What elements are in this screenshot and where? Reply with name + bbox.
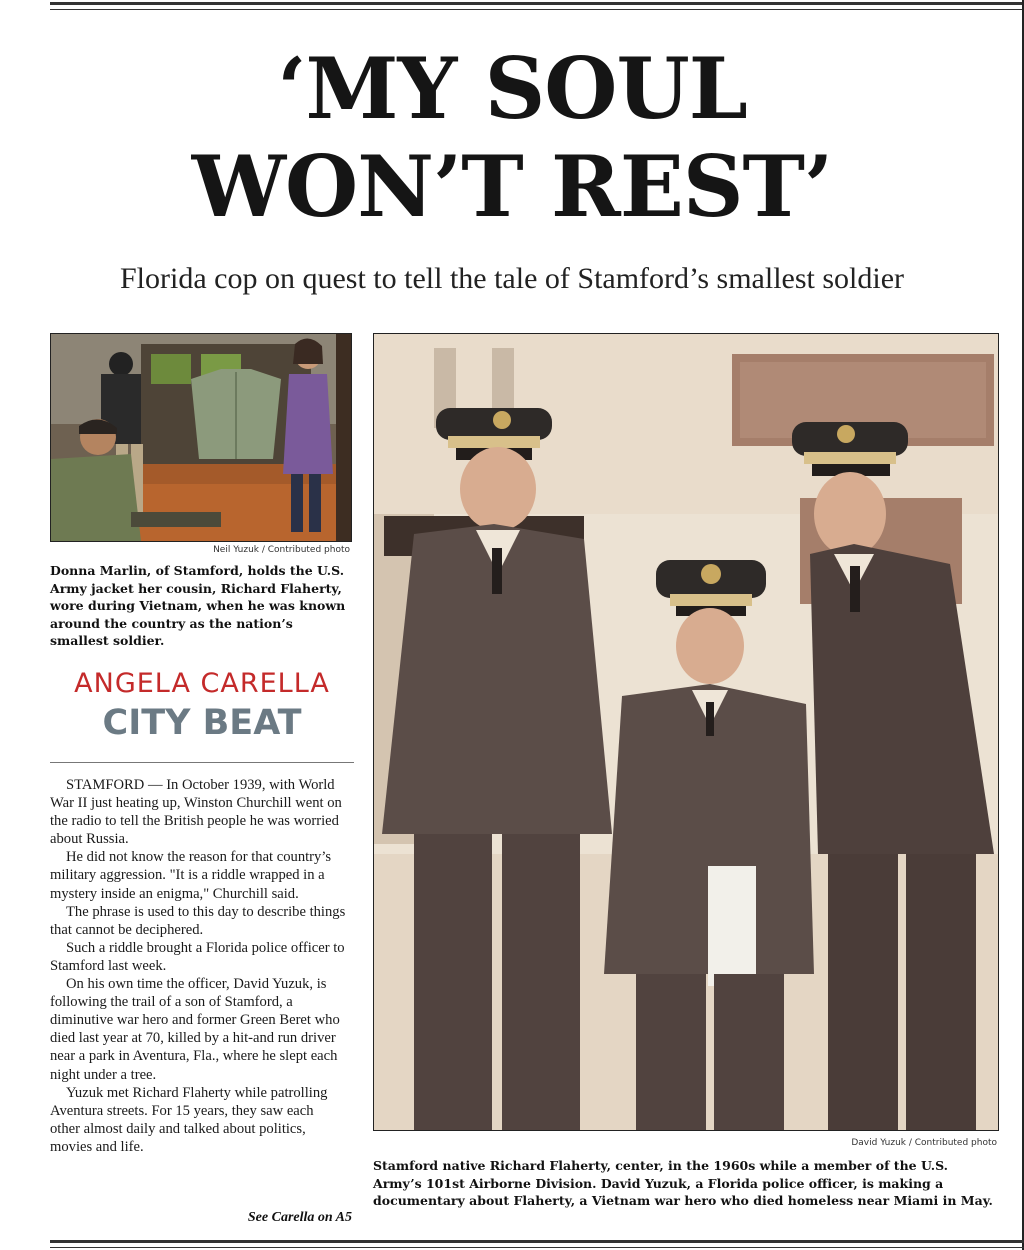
- jump-line: See Carella on A5: [247, 1210, 352, 1225]
- photo-three-soldiers: [373, 333, 999, 1131]
- headline: [50, 40, 974, 236]
- headline-line-2: WON’T REST’: [191, 137, 833, 236]
- body-paragraph: Such a riddle brought a Florida police officer to Stamford last week.: [50, 939, 345, 974]
- bottom-rule: [50, 1240, 1024, 1248]
- photo-caption-large: Stamford native Richard Flaherty, center, in the 1960s while a member of the U.S. Army’s 101st Airborne Division. David Yuzuk, a Florida police officer, is making a documentary about Flaherty, a Vietnam war hero who died homeless near Miami in May.: [373, 1158, 993, 1208]
- photo-credit-small: Neil Yuzuk / Contributed photo: [213, 545, 350, 555]
- body-paragraph: He did not know the reason for that country’s military aggression. "It is a riddle wrapped in a mystery inside an enigma," Churchill said.: [50, 849, 332, 902]
- column-title: CITY BEAT: [102, 703, 302, 743]
- article-body: [50, 776, 346, 1156]
- headline-line-1: ‘MY SOUL: [277, 39, 747, 138]
- photo-caption-small: Donna Marlin, of Stamford, holds the U.S. Army jacket her cousin, Richard Flaherty, wore during Vietnam, when he was known around the country as the nation’s smallest soldier.: [50, 563, 346, 648]
- body-paragraph: Yuzuk met Richard Flaherty while patrolling Aventura streets. For 15 years, they saw each other almost daily and talked about politics, movies and life.: [50, 1084, 328, 1155]
- body-paragraph: On his own time the officer, David Yuzuk, is following the trail of a son of Stamford, a diminutive war hero and former Green Beret who died last year at 70, killed by a hit-and run driver near a park in Aventura, Fla., where he slept each night under a tree.: [50, 976, 340, 1083]
- body-paragraph: The phrase is used to this day to describe things that cannot be deciphered.: [50, 903, 346, 938]
- top-rule: [50, 2, 1024, 10]
- subheadline: Florida cop on quest to tell the tale of Stamford’s smallest soldier: [119, 262, 905, 295]
- byline-author: ANGELA CARELLA: [74, 668, 330, 699]
- photo-credit-large: David Yuzuk / Contributed photo: [851, 1138, 997, 1148]
- photo-jacket: [50, 333, 352, 542]
- byline-divider: [50, 762, 354, 763]
- body-paragraph: STAMFORD — In October 1939, with World War II just heating up, Winston Churchill went on the radio to tell the British people he was worried about Russia.: [50, 777, 342, 848]
